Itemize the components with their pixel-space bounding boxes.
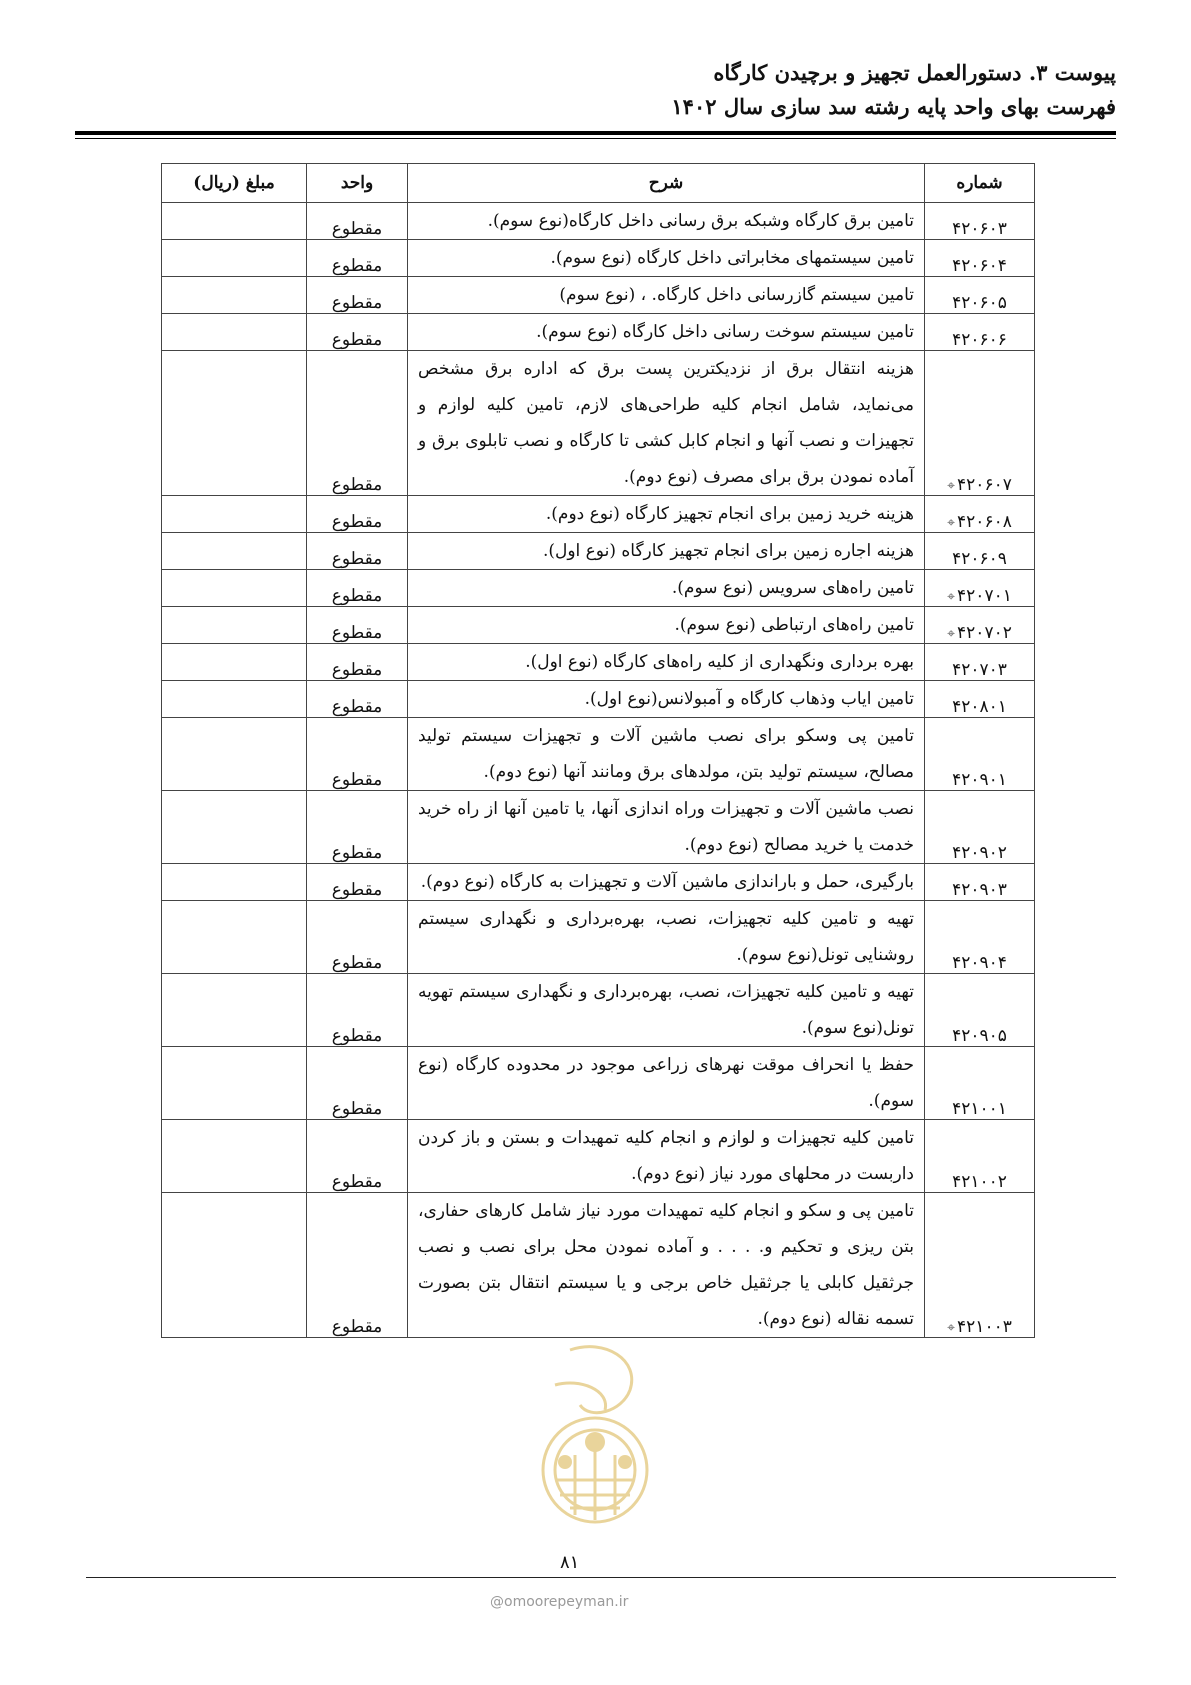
header-rule-thick — [75, 131, 1116, 135]
row-number: ۴۲۱۰۰۲ — [952, 1172, 1007, 1192]
row-description: تامین سیستمهای مخابراتی داخل کارگاه (نوع سوم). — [408, 240, 925, 277]
row-description: تامین راه‌های ارتباطی (نوع سوم). — [408, 607, 925, 644]
row-number-cell — [925, 791, 1035, 864]
table-row — [162, 974, 1035, 1047]
row-description: تامین سیستم گازرسانی داخل کارگاه. ، (نوع سوم) — [408, 277, 925, 314]
row-description: تامین راه‌های سرویس (نوع سوم). — [408, 570, 925, 607]
row-number-cell — [925, 607, 1035, 644]
row-number-cell — [925, 1120, 1035, 1193]
row-unit: مقطوع — [307, 901, 408, 974]
row-unit: مقطوع — [307, 791, 408, 864]
row-number: ۴۲۰۶۰۵ — [952, 293, 1007, 313]
row-number-cell — [925, 974, 1035, 1047]
row-unit: مقطوع — [307, 240, 408, 277]
row-unit: مقطوع — [307, 644, 408, 681]
row-description: نصب ماشین آلات و تجهیزات وراه اندازی آنها، یا تامین آنها از راه خرید خدمت یا خرید مصالح (نوع دوم). — [408, 791, 925, 864]
row-unit: مقطوع — [307, 351, 408, 496]
row-amount — [162, 533, 307, 570]
row-amount — [162, 644, 307, 681]
row-number: ۴۲۰۹۰۳ — [952, 880, 1007, 900]
row-amount — [162, 718, 307, 791]
row-description: تهیه و تامین کلیه تجهیزات، نصب، بهره‌برداری و نگهداری سیستم روشنایی تونل(نوع سوم). — [408, 901, 925, 974]
row-description: بارگیری، حمل و باراندازی ماشین آلات و تجهیزات به کارگاه (نوع دوم). — [408, 864, 925, 901]
row-amount — [162, 901, 307, 974]
row-amount — [162, 496, 307, 533]
crosshair-mark-icon: ⌖ — [947, 478, 956, 494]
row-number: ۴۲۰۶۰۴ — [952, 256, 1007, 276]
row-number: ۴۲۰۷۰۳ — [952, 660, 1007, 680]
table-body — [162, 203, 1035, 1338]
row-number-cell — [925, 718, 1035, 791]
row-description: تامین سیستم سوخت رسانی داخل کارگاه (نوع سوم). — [408, 314, 925, 351]
row-description: تامین پی وسکو برای نصب ماشین آلات و تجهیزات سیستم تولید مصالح، سیستم تولید بتن، مولدهای برق ومانند آنها (نوع دوم). — [408, 718, 925, 791]
row-amount — [162, 864, 307, 901]
row-unit: مقطوع — [307, 496, 408, 533]
table-row — [162, 644, 1035, 681]
row-unit: مقطوع — [307, 203, 408, 240]
crosshair-mark-icon: ⌖ — [947, 515, 956, 531]
footer-rule — [86, 1577, 1116, 1578]
row-amount — [162, 1193, 307, 1338]
table-row — [162, 1120, 1035, 1193]
row-number: ۴۲۰۹۰۱ — [952, 770, 1007, 790]
row-amount — [162, 791, 307, 864]
table-row — [162, 203, 1035, 240]
column-header-amount: مبلغ (ریال) — [162, 164, 307, 203]
row-number: ۴۲۰۷۰۱ — [957, 586, 1012, 606]
table-row — [162, 718, 1035, 791]
table-row — [162, 901, 1035, 974]
row-number: ۴۲۰۹۰۵ — [952, 1026, 1007, 1046]
row-amount — [162, 974, 307, 1047]
table-row — [162, 533, 1035, 570]
table-row — [162, 1193, 1035, 1338]
row-unit: مقطوع — [307, 277, 408, 314]
row-number-cell — [925, 644, 1035, 681]
row-description: تامین ایاب وذهاب کارگاه و آمبولانس(نوع اول). — [408, 681, 925, 718]
row-description: هزینه انتقال برق از نزدیکترین پست برق که اداره برق مشخص می‌نماید، شامل انجام کلیه طراحی‌های لازم، تامین کلیه لوازم و تجهیزات و نصب آنها و انجام کابل کشی تا کارگاه و نصب تابلوی برق و آماده نمودن برق برای مصرف (نوع دوم). — [408, 351, 925, 496]
table-row — [162, 681, 1035, 718]
row-description: تهیه و تامین کلیه تجهیزات، نصب، بهره‌برداری و نگهداری سیستم تهویه تونل(نوع سوم). — [408, 974, 925, 1047]
row-number-cell — [925, 351, 1035, 496]
row-amount — [162, 240, 307, 277]
table-header-row — [162, 164, 1035, 203]
row-number: ۴۲۰۸۰۱ — [952, 697, 1007, 717]
row-number: ۴۲۰۶۰۶ — [952, 330, 1007, 350]
table-row — [162, 277, 1035, 314]
column-header-unit: واحد — [307, 164, 408, 203]
row-number: ۴۲۰۶۰۷ — [957, 475, 1012, 495]
website-watermark: @omoorepeyman.ir — [490, 1594, 629, 1610]
table-row — [162, 351, 1035, 496]
row-number-cell — [925, 240, 1035, 277]
row-number-cell — [925, 314, 1035, 351]
row-unit: مقطوع — [307, 1193, 408, 1338]
row-number: ۴۲۰۹۰۲ — [952, 843, 1007, 863]
table-row — [162, 791, 1035, 864]
row-amount — [162, 681, 307, 718]
row-number-cell — [925, 1193, 1035, 1338]
crosshair-mark-icon: ⌖ — [947, 1320, 956, 1336]
row-amount — [162, 570, 307, 607]
row-unit: مقطوع — [307, 718, 408, 791]
row-amount — [162, 203, 307, 240]
header-subtitle: فهرست بهای واحد پایه رشته سد سازی سال ۱۴۰۲ — [671, 94, 1116, 119]
row-amount — [162, 277, 307, 314]
row-unit: مقطوع — [307, 1047, 408, 1120]
table-row — [162, 607, 1035, 644]
row-amount — [162, 607, 307, 644]
row-number-cell — [925, 570, 1035, 607]
row-unit: مقطوع — [307, 533, 408, 570]
row-amount — [162, 314, 307, 351]
row-number: ۴۲۰۶۰۹ — [952, 549, 1007, 569]
row-number: ۴۲۱۰۰۱ — [952, 1099, 1007, 1119]
row-description: هزینه اجاره زمین برای انجام تجهیز کارگاه (نوع اول). — [408, 533, 925, 570]
row-unit: مقطوع — [307, 607, 408, 644]
row-amount — [162, 1120, 307, 1193]
row-number-cell — [925, 203, 1035, 240]
row-number-cell — [925, 864, 1035, 901]
row-unit: مقطوع — [307, 570, 408, 607]
row-number: ۴۲۰۶۰۳ — [952, 219, 1007, 239]
row-amount — [162, 1047, 307, 1120]
row-description: تامین پی و سکو و انجام کلیه تمهیدات مورد نیاز شامل کارهای حفاری، بتن ریزی و تحکیم و. . . . و آماده نمودن محل برای نصب و نصب جرثقیل کابلی یا جرثقیل خاص برجی و یا سیستم انتقال بتن بصورت تسمه نقاله (نوع دوم). — [408, 1193, 925, 1338]
column-header-description: شرح — [408, 164, 925, 203]
header-rule-thin — [75, 138, 1116, 139]
row-number-cell — [925, 681, 1035, 718]
row-number: ۴۲۰۹۰۴ — [952, 953, 1007, 973]
row-amount — [162, 351, 307, 496]
row-unit: مقطوع — [307, 314, 408, 351]
column-header-number: شماره — [925, 164, 1035, 203]
crosshair-mark-icon: ⌖ — [947, 589, 956, 605]
row-number: ۴۲۰۷۰۲ — [957, 623, 1012, 643]
price-list-table — [161, 163, 1035, 1338]
row-number-cell — [925, 533, 1035, 570]
row-description: تامین برق کارگاه وشبکه برق رسانی داخل کارگاه(نوع سوم). — [408, 203, 925, 240]
row-description: هزینه خرید زمین برای انجام تجهیز کارگاه (نوع دوم). — [408, 496, 925, 533]
page-number: ۸۱ — [560, 1552, 580, 1573]
row-description: حفظ یا انحراف موقت نهرهای زراعی موجود در محدوده کارگاه (نوع سوم). — [408, 1047, 925, 1120]
row-number-cell — [925, 496, 1035, 533]
table-row — [162, 240, 1035, 277]
page-header — [76, 56, 1116, 124]
watermark-seal-icon — [510, 1330, 680, 1530]
row-number: ۴۲۱۰۰۳ — [957, 1317, 1012, 1337]
row-unit: مقطوع — [307, 974, 408, 1047]
row-unit: مقطوع — [307, 1120, 408, 1193]
table-row — [162, 314, 1035, 351]
table-row — [162, 570, 1035, 607]
row-number: ۴۲۰۶۰۸ — [957, 512, 1012, 532]
table-row — [162, 1047, 1035, 1120]
header-title: پیوست ۳. دستورالعمل تجهیز و برچیدن کارگاه — [713, 60, 1116, 85]
row-number-cell — [925, 1047, 1035, 1120]
row-description: بهره برداری ونگهداری از کلیه راه‌های کارگاه (نوع اول). — [408, 644, 925, 681]
row-description: تامین کلیه تجهیزات و لوازم و انجام کلیه تمهیدات و بستن و باز کردن داربست در محلهای مورد نیاز (نوع دوم). — [408, 1120, 925, 1193]
row-number-cell — [925, 277, 1035, 314]
row-number-cell — [925, 901, 1035, 974]
row-unit: مقطوع — [307, 864, 408, 901]
crosshair-mark-icon: ⌖ — [947, 626, 956, 642]
row-unit: مقطوع — [307, 681, 408, 718]
table-row — [162, 864, 1035, 901]
table-row — [162, 496, 1035, 533]
